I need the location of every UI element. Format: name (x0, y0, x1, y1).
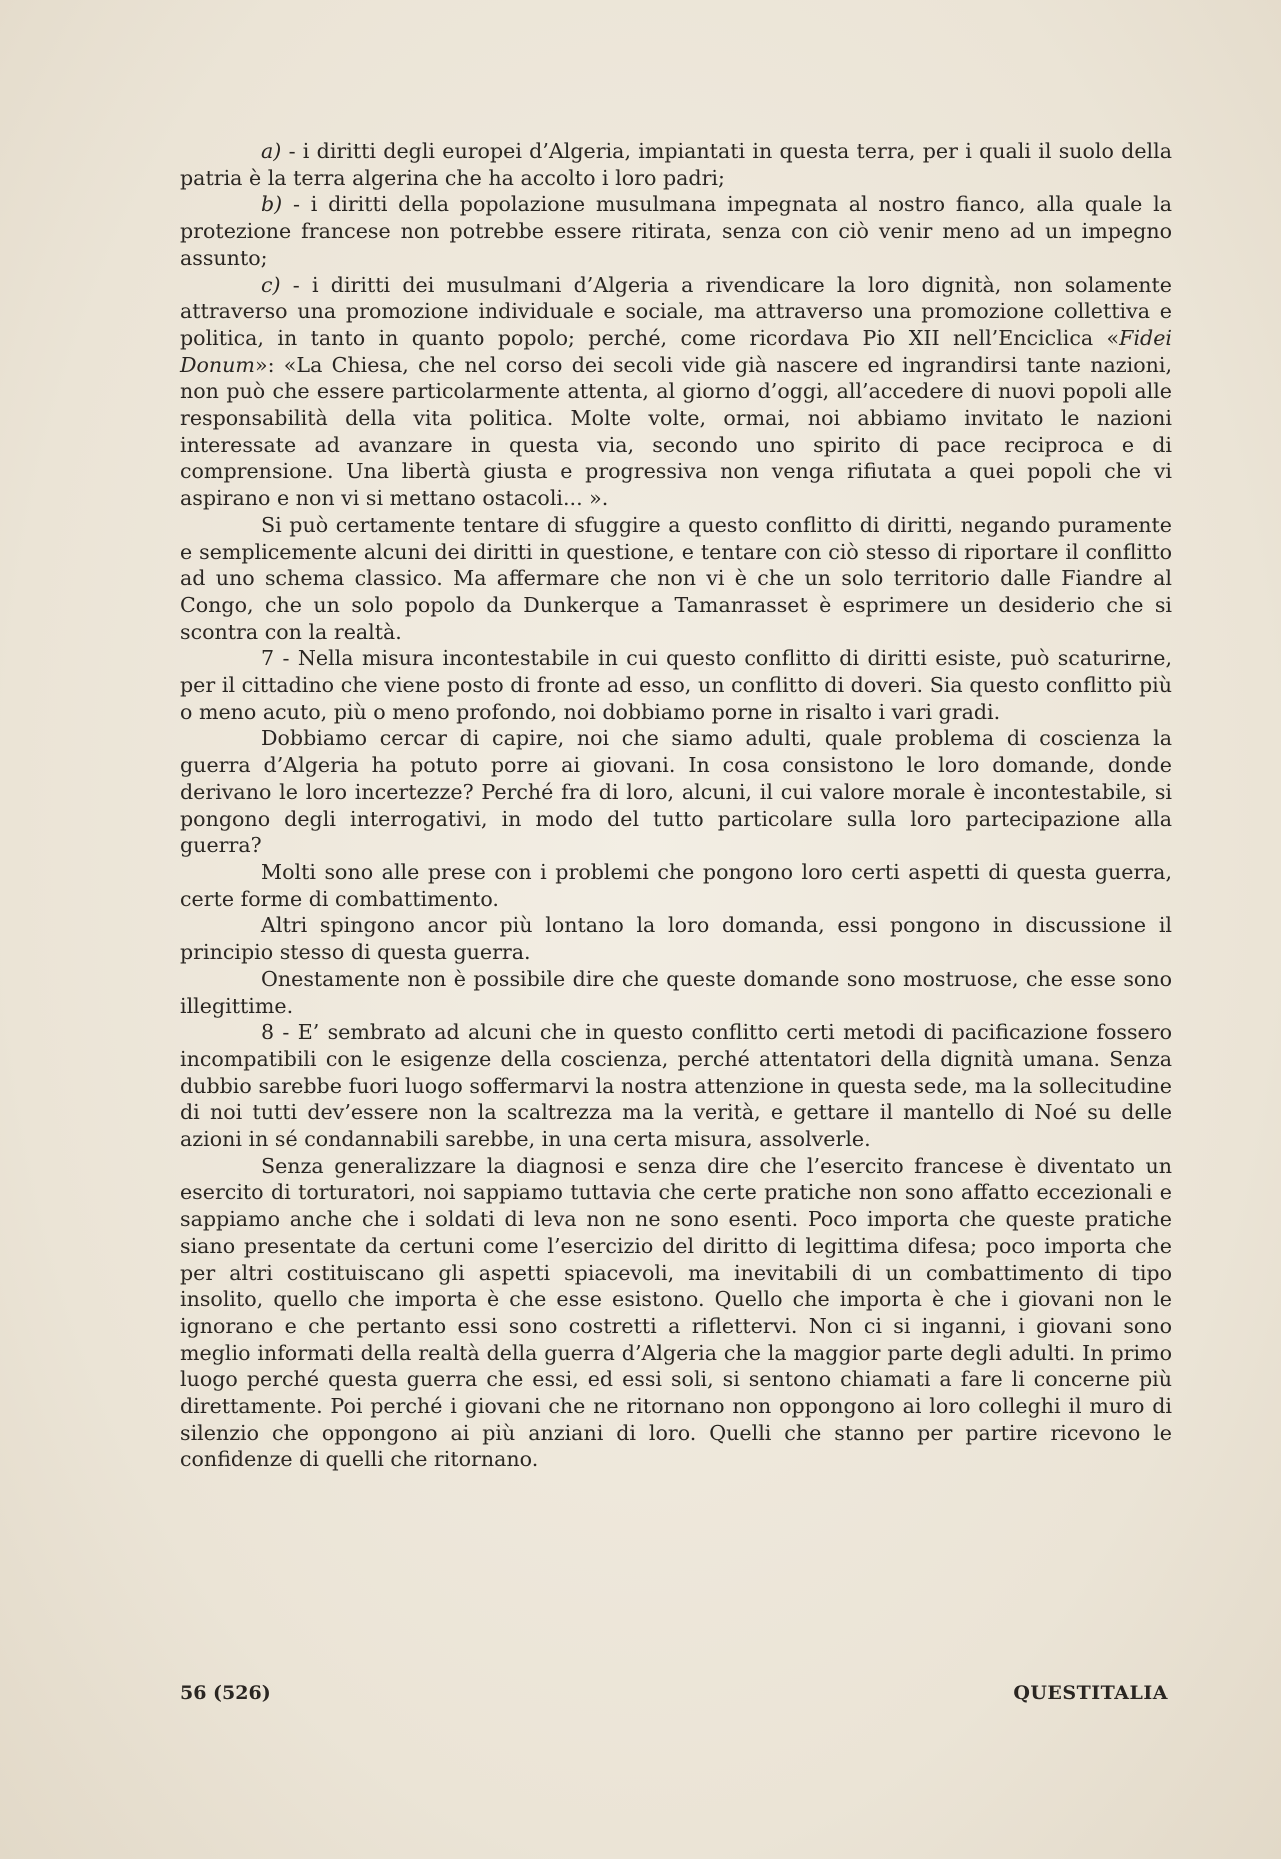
paragraph-c-text-after: »: «La Chiesa, che nel corso dei secoli vide già nascere ed ingrandirsi tante nazioni, non può che essere particolarmente attenta, al giorno d’oggi, all’accedere di nuovi popoli alle responsabilità della vita politica. Molte volte, ormai, noi abbiamo invitato le nazioni interessate ad avanzare in questa via, secondo uno spirito di pace reciproca e di comprensione. Una libertà giusta e progressiva non venga rifiutata a quei popoli che vi aspirano e non vi si mettano ostacoli... ». (180, 352, 1172, 511)
list-label-c: c) (261, 272, 281, 297)
paragraph-b (180, 191, 1172, 271)
paragraph-b-text: - i diritti della popolazione musulmana impegnata al nostro fianco, alla quale la protezione francese non potrebbe essere ritirata, senza con ciò venir meno ad un impegno assunto; (180, 192, 1172, 270)
encyclical-title: Fidei Donum (180, 325, 1172, 377)
paragraph: Senza generalizzare la diagnosi e senza dire che l’esercito francese è diventato un esercito di torturatori, noi sappiamo tuttavia che certe pratiche non sono affatto eccezionali e sappiamo anche che i soldati di leva non ne sono esenti. Poco importa che queste pratiche siano presentate da certuni come l’esercizio del diritto di legittima difesa; poco importa che per altri costituiscano gli aspetti spiacevoli, ma inevitabili di un combattimento di tipo insolito, quello che importa è che esse esistono. Quello che importa è che i giovani non le ignorano e che pertanto essi sono costretti a riflettervi. Non ci si inganni, i giovani sono meglio informati della realtà della guerra d’Algeria che la maggior parte degli adulti. In primo luogo perché questa guerra che essi, ed essi soli, si sentono chiamati a fare li concerne più direttamente. Poi perché i giovani che ne ritornano non oppongono ai loro colleghi il muro di silenzio che oppongono ai più anziani di loro. Quelli che stanno per partire ricevono le confidenze di quelli che ritornano. (180, 1153, 1172, 1472)
paragraph: Onestamente non è possibile dire che queste domande sono mostruose, che esse sono illegittime. (180, 966, 1172, 1018)
list-label-a: a) (261, 139, 282, 163)
publication-name: QUESTITALIA (1013, 1682, 1168, 1704)
paragraph-c (180, 272, 1172, 512)
paragraph: 7 - Nella misura incontestabile in cui questo conflitto di diritti esiste, può scaturirne, per il cittadino che viene posto di fronte ad esso, un conflitto di doveri. Sia questo conflitto più o meno acuto, più o meno profondo, noi dobbiamo porne in risalto i vari gradi. (180, 646, 1172, 724)
list-label-b: b) (261, 192, 283, 217)
page-number: 56 (526) (180, 1682, 271, 1704)
paragraph: Altri spingono ancor più lontano la loro domanda, essi pongono in discussione il principio stesso di questa guerra. (180, 913, 1172, 965)
paragraph: 8 - E’ sembrato ad alcuni che in questo conflitto certi metodi di pacificazione fossero incompatibili con le esigenze della coscienza, perché attentatori della dignità umana. Senza dubbio sarebbe fuori luogo soffermarvi la nostra attenzione in questa sede, ma la sollecitudine di noi tutti dev’essere non la scaltrezza ma la verità, e gettare il mantello di Noé su delle azioni in sé condannabili sarebbe, in una certa misura, assolverle. (180, 1020, 1172, 1152)
paragraph: Si può certamente tentare di sfuggire a questo conflitto di diritti, negando puramente e semplicemente alcuni dei diritti in questione, e tentare con ciò stesso di riportare il conflitto ad uno schema classico. Ma affermare che non vi è che un solo territorio dalle Fiandre al Congo, che un solo popolo da Dunkerque a Tamanrasset è esprimere un desiderio che si scontra con la realtà. (180, 512, 1172, 644)
paragraph-a-text: - i diritti degli europei d’Algeria, impiantati in questa terra, per i quali il suolo della patria è la terra algerina che ha accolto i loro padri; (180, 139, 1172, 190)
paragraph-c-text-before: - i diritti dei musulmani d’Algeria a rivendicare la loro dignità, non solamente attraverso una promozione individuale e sociale, ma attraverso una promozione collettiva e politica, in tanto in quanto popolo; perché, come ricordava Pio XII nell’Enciclica « (180, 272, 1172, 350)
paragraph: Dobbiamo cercar di capire, noi che siamo adulti, quale problema di coscienza la guerra d’Algeria ha potuto porre ai giovani. In cosa consistono le loro domande, donde derivano le loro incertezze? Perché fra di loro, alcuni, il cui valore morale è incontestabile, si pongono degli interrogativi, in modo del tutto particolare sulla loro partecipazione alla guerra? (180, 726, 1172, 858)
body-text (180, 138, 1172, 1473)
paragraph-a (180, 138, 1172, 191)
paragraph: Molti sono alle prese con i problemi che pongono loro certi aspetti di questa guerra, certe forme di combattimento. (180, 859, 1172, 911)
